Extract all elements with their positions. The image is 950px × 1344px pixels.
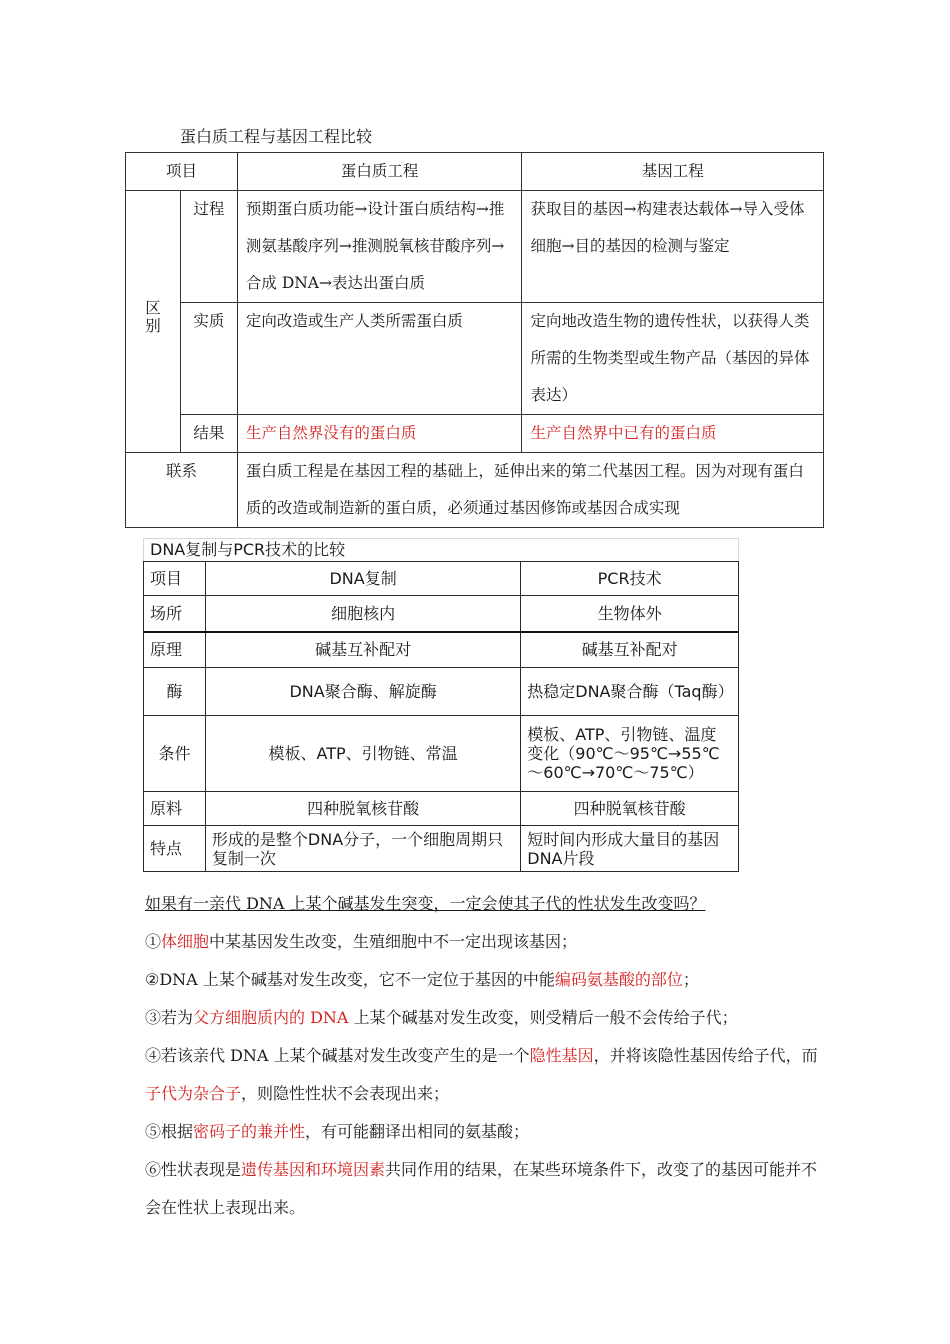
table-cell: 生产自然界没有的蛋白质 (237, 415, 522, 453)
table-row (144, 596, 739, 632)
row-label: 实质 (180, 303, 237, 415)
row-label: 场所 (144, 596, 206, 632)
table-cell: 短时间内形成大量目的基因DNA片段 (521, 826, 739, 872)
table-row (144, 668, 739, 716)
note-item (145, 1151, 825, 1227)
table-cell: 生产自然界中已有的蛋白质 (522, 415, 824, 453)
row-label: 结果 (180, 415, 237, 453)
table1-title: 蛋白质工程与基因工程比较 (180, 127, 373, 146)
table-cell: 获取目的基因→构建表达载体→导入受体细胞→目的基因的检测与鉴定 (522, 191, 824, 303)
table-row (144, 792, 739, 826)
note-text: 共同作用的结果，在某些环境条件下，改变了的基因可能并不会在性状上表现出来。 (145, 1160, 818, 1217)
table-cell: 预期蛋白质功能→设计蛋白质结构→推测氨基酸序列→推测脱氧核苷酸序列→合成 DNA→表达出蛋白质 (237, 191, 522, 303)
note-highlight: 遗传基因和环境因素 (241, 1160, 386, 1179)
row-label: 过程 (180, 191, 237, 303)
table-cell: 碱基互补配对 (521, 632, 739, 668)
table-row (144, 716, 739, 792)
table-cell: 热稳定DNA聚合酶（Taq酶） (521, 668, 739, 716)
table2-title: DNA复制与PCR技术的比较 (143, 538, 739, 561)
group-label-cell (126, 191, 181, 453)
table-row (144, 632, 739, 668)
table-cell: 蛋白质工程是在基因工程的基础上，延伸出来的第二代基因工程。因为对现有蛋白质的改造或制造新的蛋白质，必须通过基因修饰或基因合成实现 (237, 453, 823, 528)
table-cell: 生物体外 (521, 596, 739, 632)
table-row (126, 191, 824, 303)
table-cell: DNA复制 (205, 562, 520, 596)
note-highlight: 父方细胞质内的 DNA (193, 1008, 349, 1027)
row-label: 原料 (144, 792, 206, 826)
protein-vs-gene-table (125, 152, 824, 528)
row-label: 联系 (126, 453, 238, 528)
note-highlight: 密码子的兼并性 (193, 1122, 306, 1141)
note-text: ④若该亲代 DNA 上某个碱基对发生改变产生的是一个 (145, 1046, 530, 1065)
row-label: 条件 (144, 716, 206, 792)
row-label: 特点 (144, 826, 206, 872)
note-highlight: 子代为杂合子 (145, 1084, 242, 1103)
table-cell: 四种脱氧核苷酸 (205, 792, 520, 826)
table-cell: 模板、ATP、引物链、常温 (205, 716, 520, 792)
note-text: ⑥性状表现是 (145, 1160, 242, 1179)
note-text: ，则隐性性状不会表现出来； (241, 1084, 450, 1103)
dna-vs-pcr-section (143, 538, 739, 872)
table-cell: PCR技术 (521, 562, 739, 596)
table-row (126, 415, 824, 453)
note-highlight: 体细胞 (161, 932, 210, 951)
table-cell: 形成的是整个DNA分子，一个细胞周期只复制一次 (205, 826, 520, 872)
row-label: 项目 (144, 562, 206, 596)
note-text: ，并将该隐性基因传给子代，而 (593, 1046, 818, 1065)
dna-vs-pcr-table (143, 561, 739, 872)
mutation-notes (145, 885, 825, 1227)
note-highlight: 编码氨基酸的部位 (554, 970, 683, 989)
table-cell: 碱基互补配对 (205, 632, 520, 668)
note-item (145, 1113, 825, 1151)
note-text: ②DNA 上某个碱基对发生改变，它不一定位于基因的中能 (145, 970, 555, 989)
table-cell: 定向改造或生产人类所需蛋白质 (237, 303, 522, 415)
table-row (126, 303, 824, 415)
note-highlight: 隐性基因 (529, 1046, 594, 1065)
row-label: 原理 (144, 632, 206, 668)
table-row (126, 453, 824, 528)
note-item (145, 923, 825, 961)
table-cell: 四种脱氧核苷酸 (521, 792, 739, 826)
table-row (144, 562, 739, 596)
header-cell: 基因工程 (522, 153, 824, 191)
note-text: 上某个碱基对发生改变，则受精后一般不会传给子代； (348, 1008, 738, 1027)
note-text: 中某基因发生改变，生殖细胞中不一定出现该基因； (209, 932, 578, 951)
note-text: ⑤根据 (145, 1122, 194, 1141)
table-cell: 细胞核内 (205, 596, 520, 632)
table-row (144, 826, 739, 872)
note-text: ③若为 (145, 1008, 194, 1027)
group-label: 区别 (145, 298, 161, 335)
note-item (145, 961, 825, 999)
table-row (126, 153, 824, 191)
table-cell: 定向地改造生物的遗传性状，以获得人类所需的生物类型或生物产品（基因的异体表达） (522, 303, 824, 415)
note-text: ① (145, 932, 162, 951)
row-label: 酶 (144, 668, 206, 716)
note-item (145, 1037, 825, 1113)
note-item (145, 999, 825, 1037)
note-text: ，有可能翻译出相同的氨基酸； (305, 1122, 530, 1141)
note-text: ； (682, 970, 699, 989)
header-cell: 项目 (126, 153, 238, 191)
header-cell: 蛋白质工程 (237, 153, 522, 191)
question-text: 如果有一亲代 DNA 上某个碱基发生突变，一定会使其子代的性状发生改变吗？ (145, 894, 706, 913)
table-cell: DNA聚合酶、解旋酶 (205, 668, 520, 716)
table-cell: 模板、ATP、引物链、温度变化（90℃～95℃→55℃～60℃→70℃～75℃） (521, 716, 739, 792)
